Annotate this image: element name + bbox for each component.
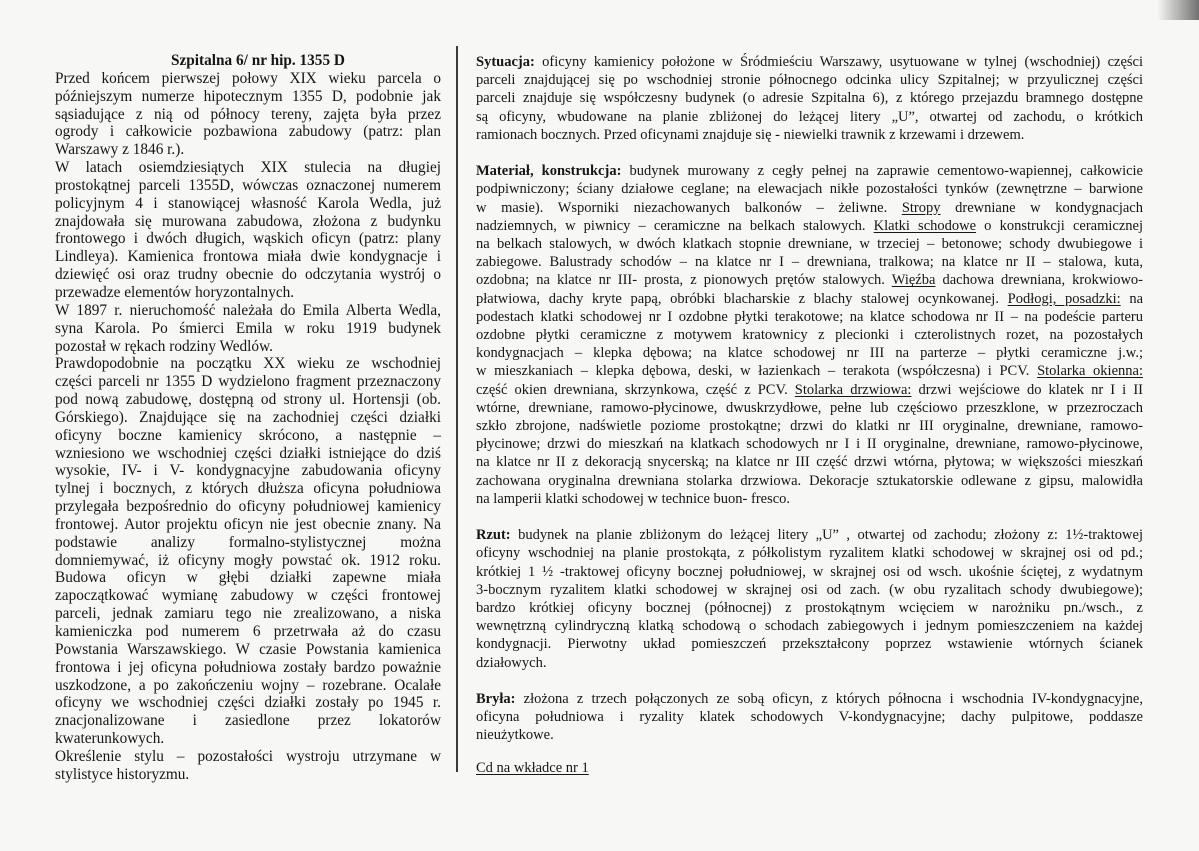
text-segment: złożona z trzech połączonych ze sobą oficyn, z których północna i wschodnia IV-kondygnacyjne,	[515, 691, 1143, 708]
text-segment: drewniane w kondygnacjach	[940, 199, 1143, 216]
text-line: znajdowała się murowana zabudowa, złożona z budynku	[55, 212, 441, 230]
history-paragraph	[55, 355, 441, 748]
text-segment: na	[1120, 290, 1143, 307]
text-line: Powstania Warszawskiego. W czasie Powstania kamienica	[55, 640, 441, 658]
history-column	[55, 52, 441, 784]
text-line: wzniesiono we wschodniej części działki istniejące do dziś	[55, 444, 441, 462]
text-line: syna Karola. Po śmierci Emila w roku 1919 budynek	[55, 319, 441, 337]
text-line: W latach osiemdziesiątych XIX stulecia na długiej	[55, 159, 441, 177]
text-line: przewadze elementów horyzontalnych.	[55, 283, 295, 301]
text-line: frontowego i dwóch długich, wąskich oficyn (patrz: plany	[55, 230, 441, 248]
scan-edge-shadow	[1157, 0, 1199, 20]
text-line: policyjnym 4 i stanowiącej własność Karola Wedla, już	[55, 194, 441, 212]
text-line: dziewięć osi oraz trudny obecnie do odczytania wystrój o	[55, 266, 441, 284]
text-line: W 1897 r. nieruchomość należała do Emila Alberta Wedla,	[55, 301, 441, 319]
text-line: pozostał w rękach rodziny Wedlów.	[55, 337, 273, 355]
text-line: pod nową zabudowę, dostępną od strony ul. Hortensji (ob.	[55, 391, 441, 409]
text-line	[476, 162, 1143, 180]
text-line: tylnej i bocznych, z których dłuższa oficyna południowa	[55, 480, 441, 498]
text-line: części parceli nr 1355 D wydzielono fragment przeznaczony	[55, 373, 441, 391]
text-line	[476, 53, 1143, 71]
text-line: parceli znajdującej się po wschodniej stronie północnego odcinka ulicy Szpitalnej; w przyulicznej części	[476, 72, 1143, 89]
text-line: Budowa oficyn w głębi działki zapewne miała	[55, 569, 441, 587]
history-paragraph	[55, 159, 441, 302]
text-segment: część okien drewniana, skrzynkowa, część z PCV.	[476, 381, 795, 398]
text-line: zapoczątkować wymianę zabudowy w części frontowej	[55, 587, 441, 605]
text-line	[476, 199, 1143, 217]
text-line: ramionach bocznych. Przed oficynami znajduje się - niewielki trawnik z krzewami i drzewem.	[476, 126, 1025, 143]
text-line: późniejszym numerze hipotecznym 1355 D, podobnie jak	[55, 87, 441, 105]
text-line	[476, 526, 1143, 544]
text-line: podstawie analizy formalno-stylistycznej można	[55, 533, 441, 551]
text-line: parceli, jednak zamiaru tego nie zrealizowano, a niska	[55, 605, 441, 623]
text-line: krótkiej 1 ½ -traktowej oficyny bocznej południowej, w skrajnej osi od wsch. ukośnie ściętej, z wydatnym	[476, 563, 1143, 580]
text-line: prostokątnej parceli 1355D, wówczas oznaczonej numerem	[55, 176, 441, 194]
text-line: parceli znajduje się współczesny budynek (o adresie Szpitalna 6), z którego przejazdu bramnego dostępne	[476, 90, 1143, 107]
text-line	[476, 290, 1143, 308]
text-line: wtórne, drewniane, ramowo-płycinowe, dwuskrzydłowe, pełne lub częściowo przeszklone, w przezroczach	[476, 399, 1143, 416]
text-line: podestach klatki schodowej nr I ozdobne płytki terakotowe; na klatce schodowa nr II – na podeście parteru	[476, 308, 1143, 325]
text-line: uszkodzone, a po zakończeniu wojny – rozebrane. Ocalałe	[55, 676, 441, 694]
text-line: przylegała bezpośrednio do oficyny południowej kamienicy	[55, 498, 441, 516]
text-line	[476, 217, 1143, 235]
text-line: Przed końcem pierwszej połowy XIX wieku parcela o	[55, 69, 441, 87]
text-line: Prawdopodobnie na początku XX wieku ze wschodniej	[55, 355, 441, 373]
text-line: stylistyce historyzmu.	[55, 765, 190, 783]
description-section	[476, 526, 1143, 672]
text-line: Warszawy z 1846 r.).	[55, 141, 185, 159]
underlined-term: Stolarka okienna:	[1037, 363, 1143, 380]
text-line: płycinowe; drzwi do mieszkań na klatkach schodowych nr I i II oryginalne, drewniane, ramowo-płycinowe,	[476, 436, 1143, 453]
text-line: kamieniczka pod numerem 6 przetrwała aż do czasu	[55, 623, 441, 640]
text-line: znacjonalizowane i zasiedlone przez lokatorów	[55, 712, 441, 730]
text-segment: w mieszkaniach – klepka dębowa, deski, w łazienkach – terakota (współczesna) i PCV.	[476, 363, 1038, 380]
history-paragraph	[55, 748, 441, 784]
text-line: oficyna południowa i ryzality klatek schodowych V-kondygnacyjne; dachy pulpitowe, poddasze	[476, 709, 1143, 726]
text-line: frontowa i jej oficyna południowa zostały bardzo poważnie	[55, 658, 441, 676]
description-column	[476, 53, 1143, 777]
underlined-term: Więźba	[891, 272, 936, 289]
text-line: Górskiego). Znajdujące się na zachodniej części działki	[55, 408, 441, 426]
column-divider	[456, 46, 458, 772]
text-line: frontowej. Autor projektu oficyn nie jest obecnie znany. Na	[55, 515, 441, 533]
text-line: wewnętrzną cylindryczną klatką schodową o schodach zabiegowych i jednym pomieszczeniem na każdej	[476, 618, 1143, 635]
text-line: kondygnacji. Pierwotny układ pomieszczeń przekształcony poprzez wstawienie wtórnych ścianek	[476, 636, 1143, 653]
text-line	[476, 271, 1143, 289]
underlined-term: Podłogi, posadzki:	[1007, 290, 1121, 307]
continuation-note-text: Cd na wkładce nr 1	[476, 759, 589, 776]
text-line: oficyny we wschodniej części działki zostały po 1945 r.	[55, 694, 441, 712]
text-line: zachowana oryginalna drewniana stolarka drzwiowa. Dekoracje sztukatorskie odlewane z gipsu, malowidła	[476, 472, 1143, 489]
text-line: Określenie stylu – pozostałości wystroju utrzymane w	[55, 747, 441, 765]
text-line: ogrody i całkowicie pozbawiona zabudowy (patrz: plan	[55, 123, 441, 141]
text-line: zabiegowe. Balustrady schodów – na klatce nr I – drewniana, tralkowa; na klatce nr II – stalowa, kuta,	[476, 254, 1143, 271]
text-line: oficyny wschodniej na planie prostokąta, z półkolistym ryzalitem klatki schodowej w skrajnej osi od pd.;	[476, 545, 1143, 562]
text-line: 3-bocznym ryzalitem klatki schodowej w skrajnej osi od zach. (w obu ryzalitach schody dwubiegowe);	[476, 581, 1143, 598]
underlined-term: Stolarka drzwiowa:	[794, 381, 912, 398]
text-segment: dachowa drewniana, krokwiowo-	[935, 272, 1143, 289]
text-line: podpiwniczony; ściany działowe ceglane; na elewacjach nikłe pozostałości tynków (zewnętrzne – barwione	[476, 181, 1143, 198]
text-line: na lamperii klatki schodowej w technice buon- fresco.	[476, 490, 791, 507]
text-line	[476, 690, 1143, 708]
history-paragraph	[55, 302, 441, 356]
underlined-term: Stropy	[901, 199, 941, 216]
text-line: na klatce nr II z dekoracją snycerską; na klatce nr III część drzwi wtórna, płytowa; w większości mieszkań	[476, 454, 1143, 471]
text-segment: w masie). Wsporniki niezachowanych balkonów – żeliwne.	[476, 199, 902, 216]
text-line: szkło zbrojone, nadświetle poziome prostokątne; drzwi do klatki nr III oryginalne, drewniane, ramowo-	[476, 418, 1143, 435]
text-line: wysokie, IV- i V- kondygnacyjne zabudowania oficyny	[55, 462, 441, 480]
section-label: Rzut:	[476, 527, 511, 544]
description-text	[476, 53, 1143, 745]
description-section	[476, 690, 1143, 745]
text-line: kwaterunkowych.	[55, 730, 165, 748]
text-segment: oficyny kamienicy położone w Śródmieściu Warszawy, usytuowane w tylnej (wschodniej) części	[534, 54, 1143, 70]
text-line: bardzo krótkiej oficyny bocznej (północnej) z prostokątnym wcięciem w narożniku pn./wsch., z	[476, 600, 1143, 617]
text-line: domniemywać, iż oficyny mogły powstać ok. 1912 roku.	[55, 551, 441, 569]
text-segment: płatwiowa, dachy kryte papą, obróbki blacharskie z blachy stalowej ocynkowanej.	[476, 290, 1008, 307]
history-text	[55, 70, 441, 784]
text-line: sąsiadujące z nią od północy tereny, zajęta była przez	[55, 105, 441, 123]
text-line: nieużytkowe.	[476, 727, 554, 744]
text-segment: ozdobna; na klatce nr III- prosta, z pionowych prętów stalowych.	[476, 272, 892, 289]
text-line: na belkach stalowych, w dwóch klatkach stopnie drewniane, w trzeciej – betonowe; schody dwubiegowe i	[476, 236, 1143, 253]
text-segment: o konstrukcji ceramicznej	[976, 217, 1143, 234]
text-line: oficyny boczne kamienicy skrócono, a następnie –	[55, 426, 441, 444]
text-segment: nadziemnych, w piwnicy – ceramiczne na belkach stalowych.	[476, 217, 874, 234]
text-segment: budynek na planie zbliżonym do leżącej litery „U” , otwartej od zachodu; złożony z: 1½-traktowej	[510, 527, 1143, 544]
text-line: są oficyny, wbudowane na planie zbliżonej do leżącej litery „U”, otwartej od zachodu, o krótkich	[476, 108, 1143, 125]
section-label: Materiał, konstrukcja:	[476, 163, 622, 180]
section-label: Sytuacja:	[476, 54, 535, 70]
text-line: działowych.	[476, 654, 547, 671]
description-section	[476, 162, 1143, 508]
text-line: kondygnacjach – klepka dębowa; na klatce schodowej nr III na parterze – płytki ceramiczne j.w.;	[476, 345, 1143, 362]
underlined-term: Klatki schodowe	[873, 217, 977, 234]
description-section	[476, 53, 1143, 144]
text-line	[476, 362, 1143, 380]
section-label: Bryła:	[476, 691, 516, 708]
text-line	[476, 381, 1143, 399]
document-title: Szpitalna 6/ nr hip. 1355 D	[171, 52, 345, 69]
text-segment: budynek murowany z cegły pełnej na zaprawie cementowo-wapiennej, całkowicie	[621, 163, 1143, 180]
text-line: Lindleya). Kamienica frontowa miała dwie kondygnacje i	[55, 248, 441, 266]
history-paragraph	[55, 70, 441, 159]
text-segment: drzwi wejściowe do klatek nr I i II	[911, 381, 1143, 398]
text-line: ozdobne płytki ceramiczne z motywem kratownicy z plecionki i czterolistnych rozet, na pozostałych	[476, 327, 1143, 344]
continuation-note	[476, 759, 1143, 777]
